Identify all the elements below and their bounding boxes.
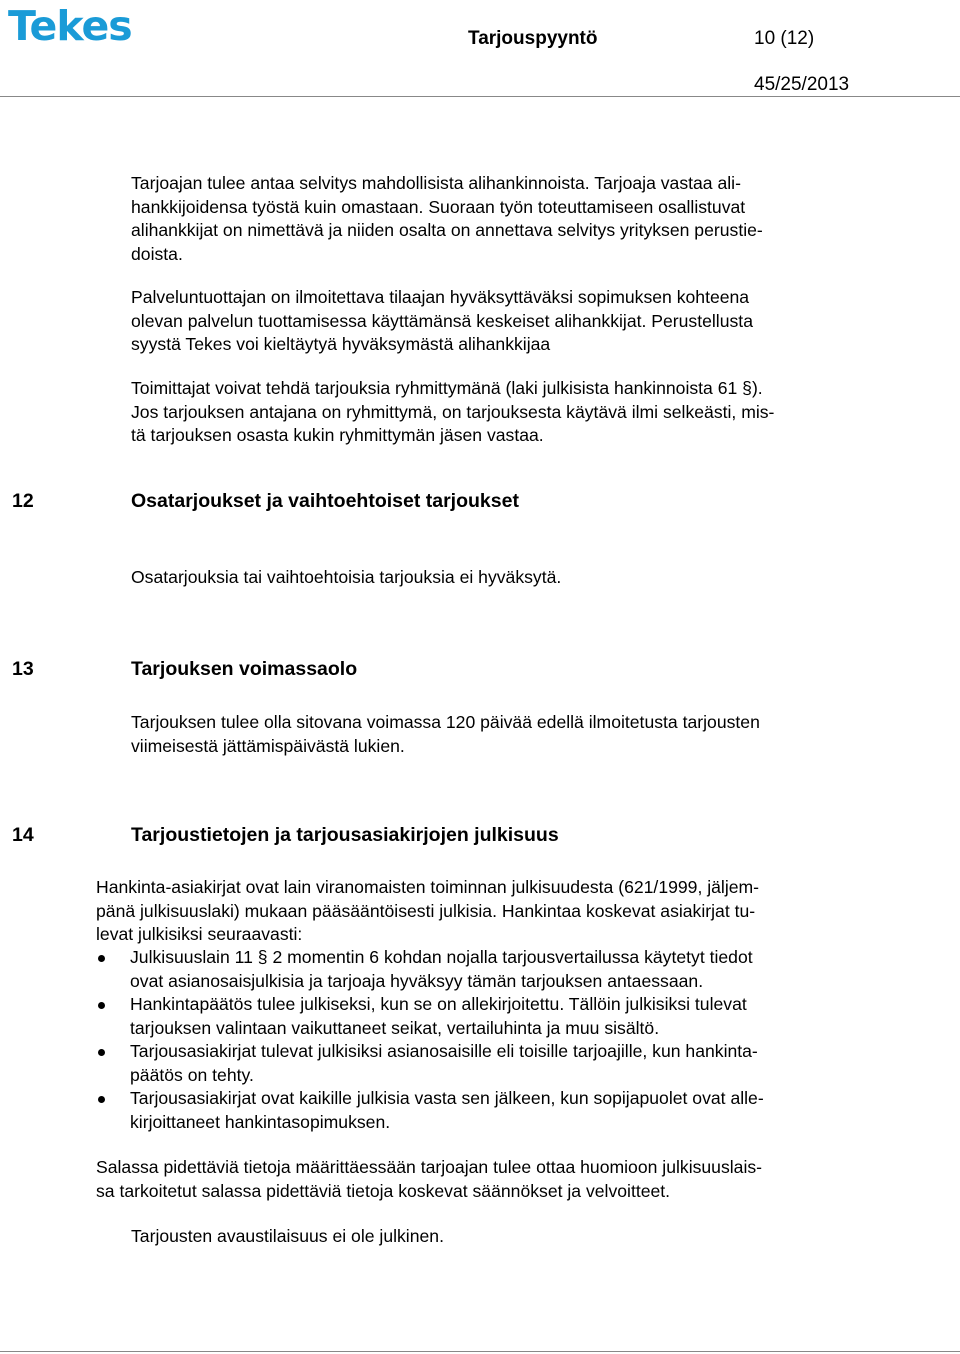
text-line: tä tarjouksen osasta kukin ryhmittymän jäsen vastaa.: [131, 425, 544, 445]
text-line: Salassa pidettäviä tietoja määrittäessään tarjoajan tulee ottaa huomioon julkisuuslais-: [96, 1157, 763, 1177]
section-14-number: 14: [12, 824, 34, 846]
section-12-heading: Osatarjoukset ja vaihtoehtoiset tarjoukset: [131, 490, 519, 512]
text-line: Tarjousten avaustilaisuus ei ole julkinen.: [131, 1226, 444, 1246]
text-line: sa tarkoitetut salassa pidettäviä tietoja koskevat säännökset ja velvoitteet.: [96, 1180, 671, 1201]
consortium-paragraph: [131, 377, 774, 448]
text-line: doista.: [131, 243, 183, 264]
text-line: Tarjoajan tulee antaa selvitys mahdollisista alihankinnoista. Tarjoaja vastaa ali-: [131, 173, 741, 193]
list-item: [96, 993, 764, 1040]
section-12-number: 12: [12, 490, 34, 512]
tekes-logo: [6, 4, 156, 48]
publicity-bullet-list: [96, 946, 764, 1134]
confidentiality-paragraph: [96, 1156, 762, 1203]
list-item: [96, 946, 764, 993]
bullet-icon: [98, 1002, 105, 1009]
text-line: viimeisestä jättämispäivästä lukien.: [131, 735, 405, 756]
bullet-icon: [98, 955, 105, 962]
text-line: syystä Tekes voi kieltäytyä hyväksymästä alihankkijaa: [131, 334, 551, 354]
section-13-body: [131, 711, 760, 758]
section-13-number: 13: [12, 658, 34, 680]
text-line: kirjoittaneet hankintasopimuksen.: [130, 1111, 391, 1132]
text-line: Tarjousasiakirjat ovat kaikille julkisia vasta sen jälkeen, kun sopijapuolet ovat alle-: [130, 1088, 764, 1108]
text-line: olevan palvelun tuottamisessa käyttämänsä keskeiset alihankkijat. Perustellusta: [131, 310, 753, 331]
document-date: 45/25/2013: [754, 74, 850, 95]
section-12-body: [131, 566, 561, 590]
closing-paragraph: [131, 1225, 444, 1249]
text-line: pänä julkisuuslaki) mukaan pääsääntöisesti julkisia. Hankintaa koskevat asiakirjat tu-: [96, 900, 756, 921]
bullet-icon: [98, 1096, 105, 1103]
text-line: tarjouksen valintaan vaikuttaneet seikat, vertailuhinta ja muu sisältö.: [130, 1017, 660, 1038]
logo-text: Tekes: [8, 4, 132, 48]
text-line: Julkisuuslain 11 § 2 momentin 6 kohdan nojalla tarjousvertailussa käytetyt tiedot: [130, 947, 753, 967]
bullet-icon: [98, 1049, 105, 1056]
section-14-heading: Tarjoustietojen ja tarjousasiakirjojen julkisuus: [131, 824, 559, 846]
section-13-heading: Tarjouksen voimassaolo: [131, 658, 358, 680]
footer-divider: [0, 1351, 960, 1352]
text-line: hankkijoidensa työstä kuin omastaan. Suoraan työn toteuttamiseen osallistuvat: [131, 196, 746, 217]
text-line: Palveluntuottajan on ilmoitettava tilaajan hyväksyttäväksi sopimuksen kohteena: [131, 287, 750, 307]
text-line: Tarjouksen tulee olla sitovana voimassa 120 päivää edellä ilmoitetusta tarjousten: [131, 712, 760, 732]
text-line: päätös on tehty.: [130, 1064, 254, 1085]
text-line: Jos tarjouksen antajana on ryhmittymä, on tarjouksesta käytävä ilmi selkeästi, mis-: [131, 401, 775, 422]
text-line: Osatarjouksia tai vaihtoehtoisia tarjouksia ei hyväksytä.: [131, 567, 562, 587]
list-item: [96, 1087, 764, 1134]
list-item: [96, 1040, 764, 1087]
text-line: Tarjousasiakirjat tulevat julkisiksi asianosaisille eli toisille tarjoajille, kun hankinta-: [130, 1041, 758, 1061]
service-provider-paragraph: [131, 286, 753, 357]
text-line: Hankintapäätös tulee julkiseksi, kun se on allekirjoitettu. Tällöin julkisiksi tulevat: [130, 994, 747, 1014]
text-line: ovat asianosaisjulkisia ja tarjoaja hyväksyy tämän tarjouksen antaessaan.: [130, 970, 704, 991]
section-14-intro: [96, 876, 759, 947]
subcontracting-paragraph: [131, 172, 763, 266]
text-line: Hankinta-asiakirjat ovat lain viranomaisten toiminnan julkisuudesta (621/1999, jäljem-: [96, 877, 760, 897]
text-line: Toimittajat voivat tehdä tarjouksia ryhmittymänä (laki julkisista hankinnoista 61 §).: [131, 378, 763, 398]
document-title: Tarjouspyyntö: [468, 28, 598, 49]
text-line: levat julkisiksi seuraavasti:: [96, 924, 303, 944]
text-line: alihankkijat on nimettävä ja niiden osalta on annettava selvitys yrityksen perustie-: [131, 220, 763, 240]
header-divider: [0, 96, 960, 97]
page-number: 10 (12): [754, 28, 815, 49]
